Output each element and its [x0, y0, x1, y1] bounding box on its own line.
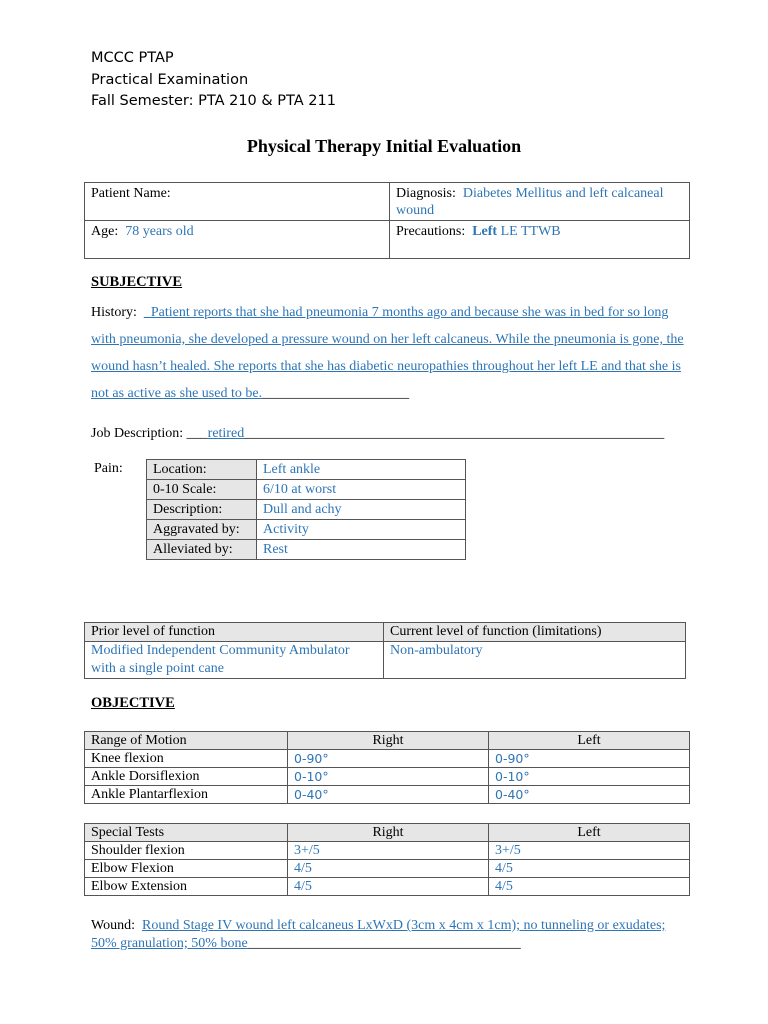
test-left-value[interactable]: 4/5	[489, 860, 690, 878]
rom-header-label: Range of Motion	[85, 732, 288, 750]
age-value: 78 years old	[125, 224, 194, 239]
pain-row-value[interactable]: Rest	[257, 540, 466, 560]
precautions-side: Left	[472, 224, 498, 239]
table-row	[85, 860, 690, 878]
rom-left-value[interactable]: 0-90°	[489, 750, 690, 768]
special-tests-table	[84, 823, 690, 896]
tests-header-label: Special Tests	[85, 824, 288, 842]
table-row	[85, 768, 690, 786]
pain-row-label: Alleviated by:	[147, 540, 257, 560]
table-row	[85, 842, 690, 860]
pain-row	[147, 520, 466, 540]
history-lead: _	[143, 305, 151, 320]
document-header	[91, 48, 336, 113]
program-name: MCCC PTAP	[91, 50, 174, 66]
job-trail: ____________________________________________________________	[244, 426, 665, 441]
rom-row-label: Ankle Dorsiflexion	[85, 768, 288, 786]
test-right-value[interactable]: 3+/5	[288, 842, 489, 860]
pain-row-label: 0-10 Scale:	[147, 480, 257, 500]
pain-row-value[interactable]: Activity	[257, 520, 466, 540]
range-of-motion-table	[84, 731, 690, 804]
history-trail: _____________________	[262, 386, 410, 401]
rom-row-label: Ankle Plantarflexion	[85, 786, 288, 804]
exam-name: Practical Examination	[91, 71, 249, 88]
rom-right-value[interactable]: 0-90°	[288, 750, 489, 768]
history-text: Patient reports that she had pneumonia 7 months ago and because she was in bed for so long with pneumonia, she developed a pressure wound on her left calcaneus. While the pneumonia is gone, the wound hasn’t healed. She reports that she has diabetic neuropathies throughout her left LE and that she is not as active as she used to be.	[91, 305, 684, 401]
precautions-label: Precautions:	[396, 224, 466, 239]
patient-info-table	[84, 182, 690, 259]
test-left-value[interactable]: 3+/5	[489, 842, 690, 860]
semester-line: Fall Semester: PTA 210 & PTA 211	[91, 93, 336, 109]
test-right-value[interactable]: 4/5	[288, 860, 489, 878]
pain-row-value[interactable]: 6/10 at worst	[257, 480, 466, 500]
current-function-header: Current level of function (limitations)	[384, 623, 686, 642]
diagnosis-cell[interactable]	[390, 183, 690, 221]
job-description-field[interactable]	[91, 426, 664, 442]
pain-row	[147, 540, 466, 560]
rom-header-right: Right	[288, 732, 489, 750]
pain-label: Pain:	[94, 461, 123, 476]
objective-heading: OBJECTIVE	[91, 695, 175, 711]
subjective-heading: SUBJECTIVE	[91, 274, 183, 290]
pain-row	[147, 480, 466, 500]
patient-name-cell[interactable]	[85, 183, 390, 221]
age-cell[interactable]	[85, 221, 390, 259]
pain-table	[146, 459, 466, 560]
test-row-label: Elbow Extension	[85, 878, 288, 896]
pain-row	[147, 460, 466, 480]
wound-field[interactable]	[91, 917, 691, 953]
rom-right-value[interactable]: 0-40°	[288, 786, 489, 804]
job-lead: ___	[186, 426, 208, 441]
diagnosis-value: Diabetes Mellitus and left calcaneal wound	[396, 186, 664, 218]
pain-row-value[interactable]: Left ankle	[257, 460, 466, 480]
precautions-value: LE TTWB	[500, 224, 561, 239]
patient-name-label: Patient Name:	[91, 186, 171, 201]
test-row-label: Elbow Flexion	[85, 860, 288, 878]
test-right-value[interactable]: 4/5	[288, 878, 489, 896]
wound-text: Round Stage IV wound left calcaneus LxWxD (3cm x 4cm x 1cm); no tunneling or exudates; 50% granulation; 50% bone	[91, 918, 666, 951]
diagnosis-label: Diagnosis:	[396, 186, 456, 201]
age-label: Age:	[91, 224, 119, 239]
rom-right-value[interactable]: 0-10°	[288, 768, 489, 786]
pain-row-value[interactable]: Dull and achy	[257, 500, 466, 520]
table-row	[85, 750, 690, 768]
page-title: Physical Therapy Initial Evaluation	[246, 136, 522, 156]
pain-row-label: Location:	[147, 460, 257, 480]
history-field[interactable]	[91, 299, 691, 407]
job-label: Job Description:	[91, 426, 184, 441]
wound-label: Wound:	[91, 918, 135, 933]
wound-trail: _______________________________________	[247, 936, 521, 951]
tests-header-left: Left	[489, 824, 690, 842]
test-row-label: Shoulder flexion	[85, 842, 288, 860]
rom-header-left: Left	[489, 732, 690, 750]
test-left-value[interactable]: 4/5	[489, 878, 690, 896]
prior-function-value[interactable]: Modified Independent Community Ambulator with a single point cane	[85, 642, 384, 679]
table-row	[85, 786, 690, 804]
rom-row-label: Knee flexion	[85, 750, 288, 768]
precautions-cell[interactable]	[390, 221, 690, 259]
current-function-value[interactable]: Non-ambulatory	[384, 642, 686, 679]
pain-row-label: Aggravated by:	[147, 520, 257, 540]
pain-row	[147, 500, 466, 520]
table-row	[85, 878, 690, 896]
history-label: History:	[91, 305, 137, 320]
job-value: retired	[207, 426, 245, 441]
rom-left-value[interactable]: 0-10°	[489, 768, 690, 786]
rom-left-value[interactable]: 0-40°	[489, 786, 690, 804]
function-level-table	[84, 622, 686, 679]
prior-function-header: Prior level of function	[85, 623, 384, 642]
tests-header-right: Right	[288, 824, 489, 842]
pain-row-label: Description:	[147, 500, 257, 520]
